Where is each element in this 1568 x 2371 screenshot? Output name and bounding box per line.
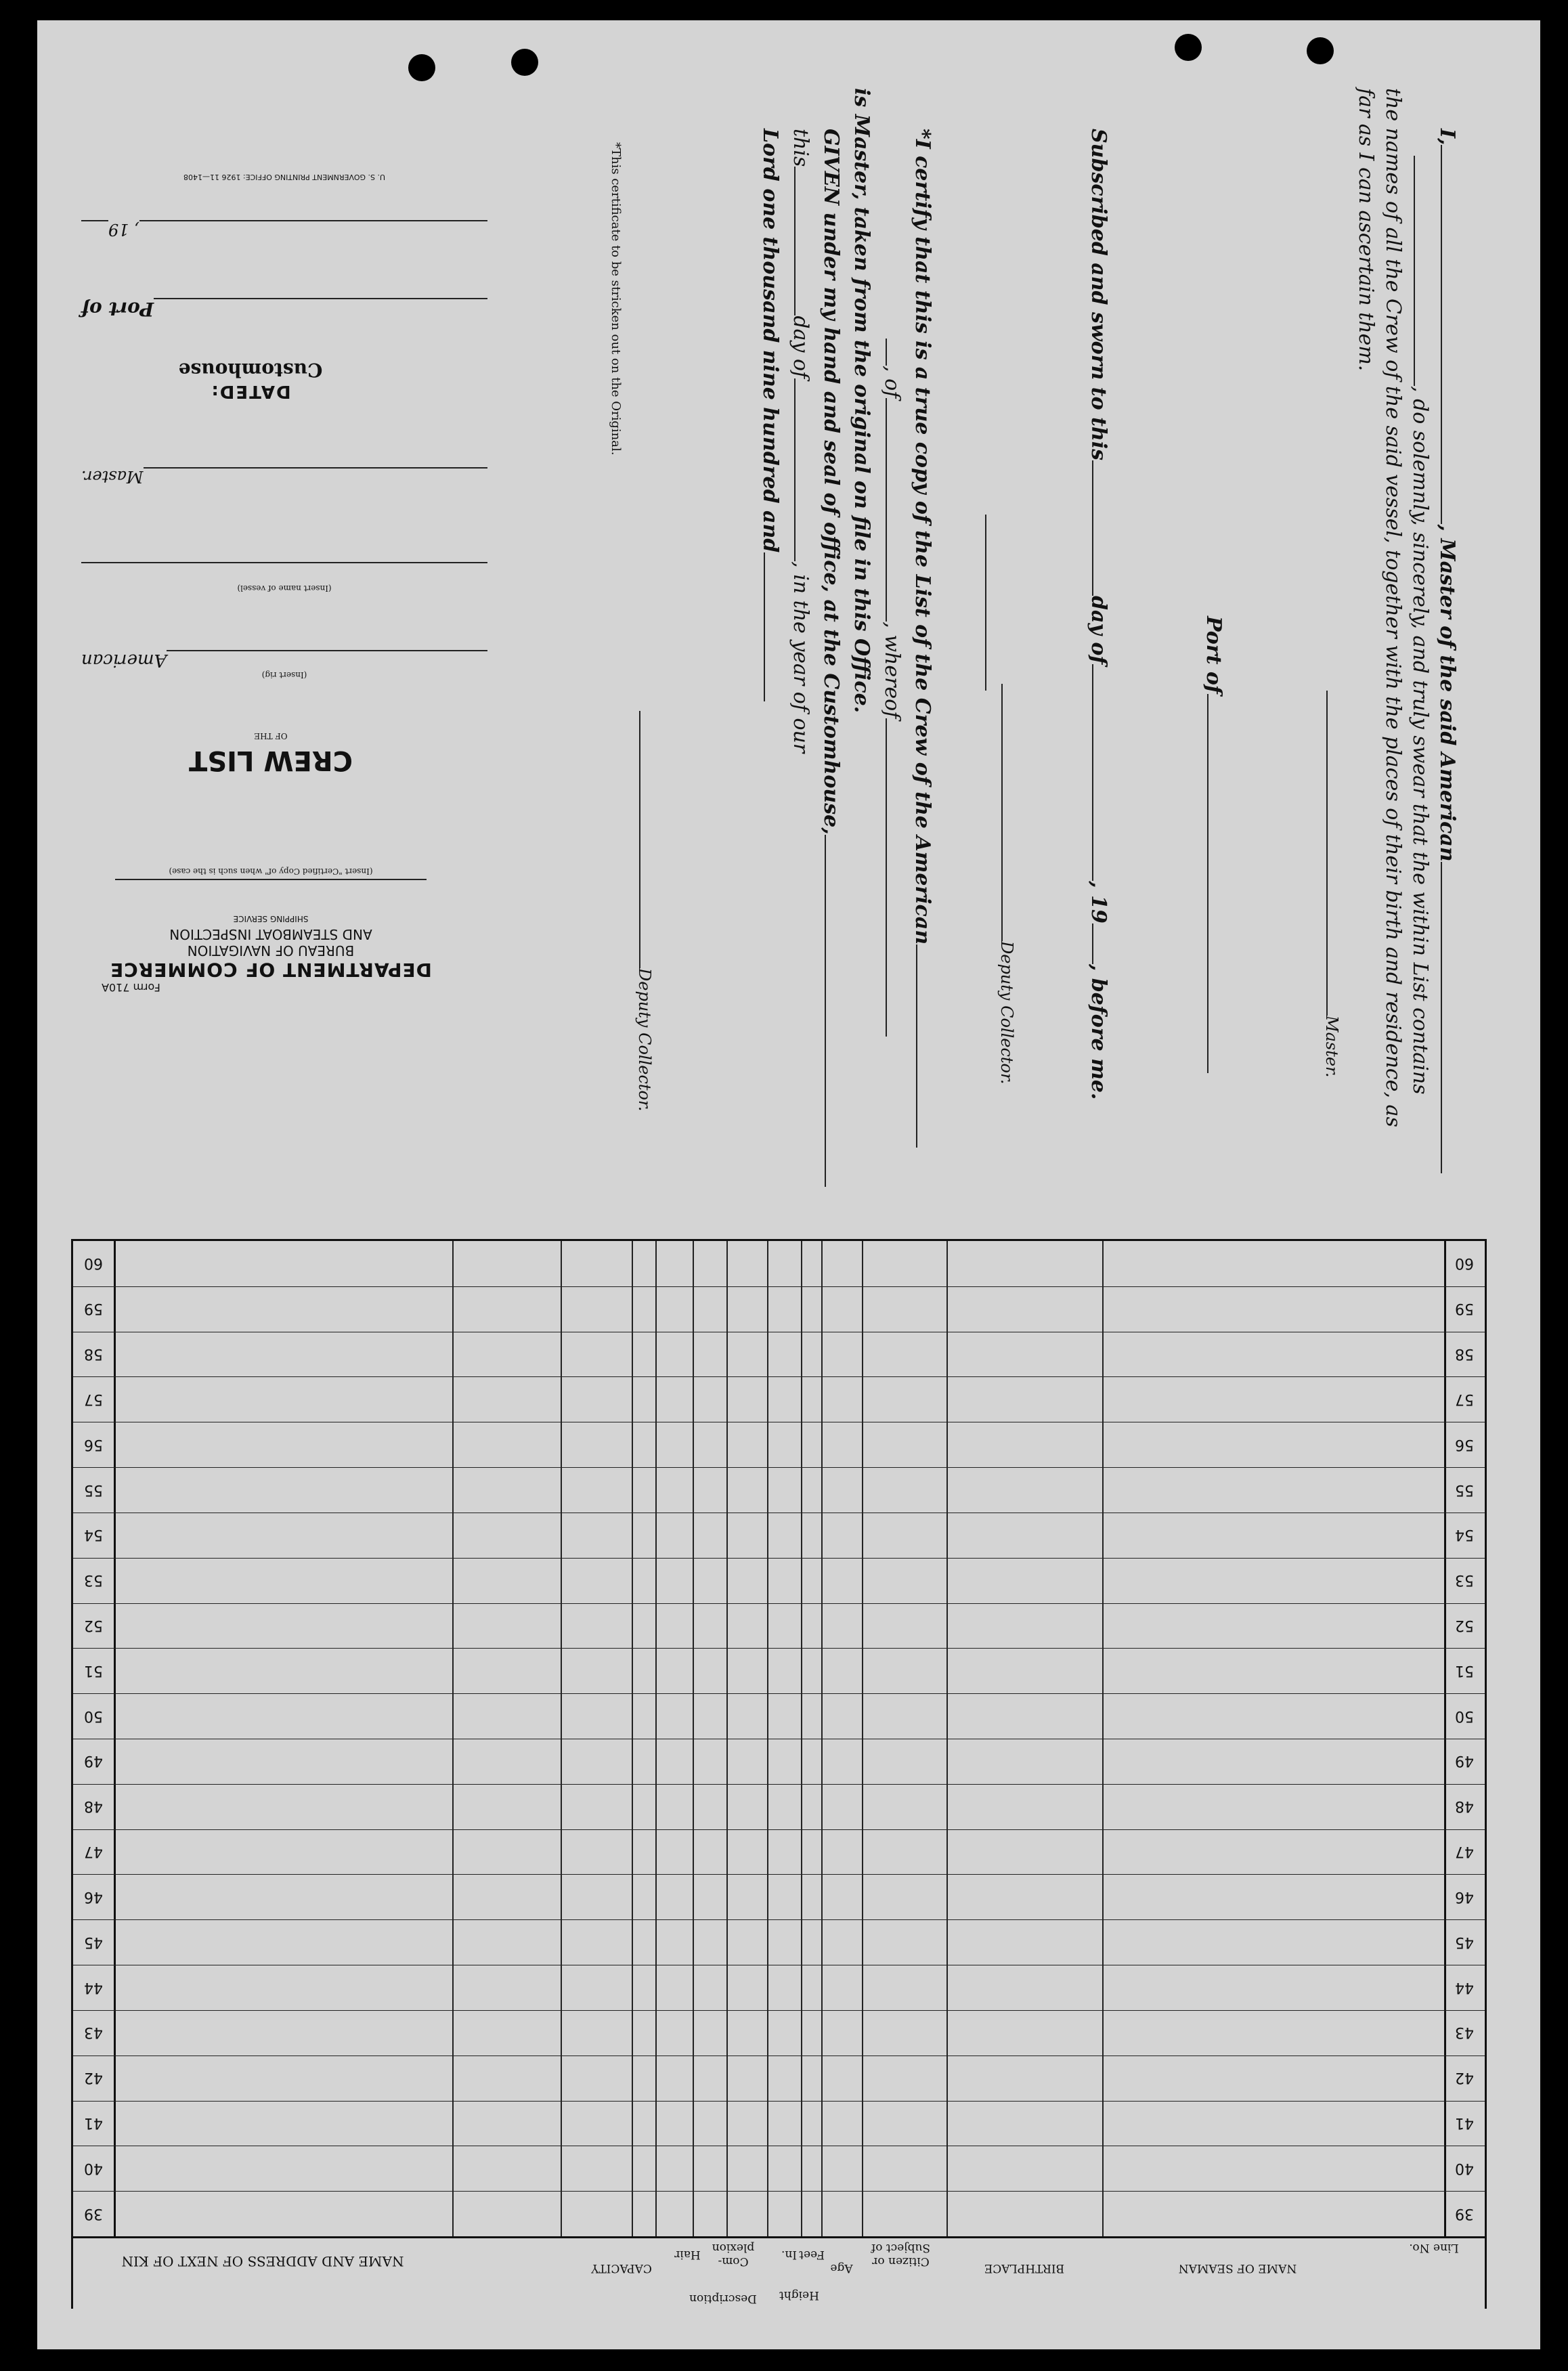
line-number-left: 41 <box>84 2114 103 2131</box>
rig-note: (Insert rig) <box>261 670 307 680</box>
line-number-left: 49 <box>84 1752 103 1770</box>
date-blank <box>139 220 487 238</box>
line-number-right: 39 <box>1455 2204 1474 2222</box>
cert-text: *I certify that this is a true copy of the List of the Crew of the American <box>911 129 934 945</box>
year-of-our-label: , in the year of our <box>789 561 812 754</box>
line-number-right: 60 <box>1455 1255 1474 1272</box>
crew-table-headers <box>71 2234 1487 2309</box>
deputy-label: Deputy Collector. <box>635 968 654 1112</box>
this-label: this <box>789 129 812 167</box>
customhouse-blank <box>825 835 842 1187</box>
oath-blank <box>1414 156 1431 386</box>
oath-deputy <box>997 684 1019 1084</box>
oath-text: the names of all the Crew of the said vessel, together with the places of their birth and residence, as <box>1381 88 1405 1127</box>
line-number-left: 44 <box>84 1978 103 1996</box>
crew-table <box>71 1239 1487 2238</box>
line-number-right: 58 <box>1455 1345 1474 1363</box>
line-number-right: 43 <box>1455 2024 1474 2041</box>
table-row-divider <box>73 1874 1485 1875</box>
printing-office-note: U. S. GOVERNMENT PRINTING OFFICE: 1926 11—1408 <box>183 173 386 181</box>
american-label: American <box>81 650 167 670</box>
customhouse-label: Customhouse <box>178 359 323 381</box>
line-number-left: 60 <box>84 1255 103 1272</box>
master-label: Master. <box>1322 1016 1341 1078</box>
line-number-left: 47 <box>84 1843 103 1861</box>
oath-text: , do solemnly, sincerely, and truly swear that the within List contains <box>1408 386 1432 1095</box>
oath-subscribed <box>1087 129 1110 1100</box>
oath-master-signature <box>1322 691 1344 1078</box>
line-number-left: 42 <box>84 2069 103 2087</box>
line-number-right: 48 <box>1455 1798 1474 1815</box>
table-row-divider <box>73 2101 1485 2102</box>
line-number-left: 55 <box>84 1481 103 1498</box>
table-row-divider <box>73 2010 1485 2011</box>
dated-label: DATED: <box>210 381 291 401</box>
rig-blank <box>167 650 487 668</box>
line-number-left: 54 <box>84 1526 103 1544</box>
table-row-divider <box>73 1376 1485 1377</box>
table-row-divider <box>73 1829 1485 1830</box>
whereof-label: , whereof <box>880 622 904 719</box>
oath-text: far as I can ascertain them. <box>1354 88 1378 372</box>
cert-footnote <box>609 142 623 455</box>
oath-master-of: , Master of the said American <box>1435 524 1459 862</box>
oath-line-1 <box>1435 129 1459 1173</box>
line-number-right: 52 <box>1455 1616 1474 1634</box>
month-blank <box>794 378 812 561</box>
oath-line-2 <box>1408 156 1432 1095</box>
line-number-right: 54 <box>1455 1526 1474 1544</box>
oath-line-3 <box>1381 88 1405 1127</box>
deputy-blank <box>1001 684 1019 941</box>
cert-line-6 <box>758 129 782 701</box>
cert-line-2 <box>880 339 904 1037</box>
cert-line-4 <box>819 129 843 1187</box>
line-number-left: 46 <box>84 1888 103 1905</box>
blank <box>886 398 903 622</box>
header-capacity: CAPACITY <box>591 2261 652 2275</box>
deputy-blank <box>639 711 657 968</box>
signature-rule <box>985 515 986 691</box>
port-of-label: Port of <box>81 298 154 320</box>
oath-i-label: I, <box>1435 129 1459 146</box>
header-complexion: Com-plexion <box>712 2241 755 2268</box>
line-number-left: 40 <box>84 2159 103 2177</box>
before-me-label: , before me. <box>1087 963 1110 1100</box>
cert-deputy <box>635 711 657 1111</box>
line-number-left: 58 <box>84 1345 103 1363</box>
cert-line-5 <box>789 129 812 753</box>
subscribed-text: Subscribed and sworn to this <box>1087 129 1110 461</box>
vessel-rig-field <box>81 650 487 680</box>
month-blank <box>1092 664 1110 881</box>
oath-name-blank <box>1441 145 1458 524</box>
line-number-right: 40 <box>1455 2159 1474 2177</box>
year-blank <box>81 220 108 238</box>
port-blank <box>154 298 487 316</box>
bureau-line-2: AND STEAMBOAT INSPECTION <box>169 926 372 942</box>
header-citizen: Citizen or Subject of <box>871 2241 931 2268</box>
year-blank <box>1092 923 1110 964</box>
line-number-left: 59 <box>84 1300 103 1318</box>
master-label: Master. <box>81 467 144 486</box>
oath-port <box>1202 616 1225 1073</box>
line-number-left: 53 <box>84 1571 103 1589</box>
line-number-right: 45 <box>1455 1933 1474 1951</box>
line-number-right: 51 <box>1455 1661 1474 1679</box>
table-row-divider <box>73 2055 1485 2056</box>
of-the-label: OF THE <box>254 731 288 741</box>
header-age: Age <box>830 2261 853 2275</box>
footnote-text: *This certificate to be stricken out on the Original. <box>609 142 623 456</box>
line-number-right: 50 <box>1455 1707 1474 1724</box>
table-row-divider <box>73 1558 1485 1559</box>
header-next-of-kin: NAME AND ADDRESS OF NEXT OF KIN <box>121 2253 404 2269</box>
line-number-left: 51 <box>84 1661 103 1679</box>
table-row-divider <box>73 1286 1485 1287</box>
line-number-right: 41 <box>1455 2114 1474 2131</box>
port-of-label: Port of <box>1202 616 1225 694</box>
year-label: , 19 <box>1087 881 1110 923</box>
cert-text: is Master, taken from the original on file in this Office. <box>850 88 873 714</box>
dated-block <box>149 359 352 401</box>
line-number-right: 47 <box>1455 1843 1474 1861</box>
line-number-right: 42 <box>1455 2069 1474 2087</box>
line-number-left: 52 <box>84 1616 103 1634</box>
line-number-left: 50 <box>84 1707 103 1724</box>
table-row-divider <box>73 2191 1485 2192</box>
service-label: SHIPPING SERVICE <box>233 914 309 923</box>
line-number-right: 46 <box>1455 1888 1474 1905</box>
line-number-right: 53 <box>1455 1571 1474 1589</box>
cert-line-3 <box>850 88 873 713</box>
of-label: , of <box>880 366 904 399</box>
bureau-line-1: BUREAU OF NAVIGATION <box>187 942 355 959</box>
vessel-name-field <box>81 562 487 593</box>
line-number-right: 56 <box>1455 1435 1474 1453</box>
cert-line-1 <box>911 129 934 1148</box>
oath-vessel-blank <box>1441 862 1458 1173</box>
punch-hole <box>511 49 538 76</box>
certified-blank <box>115 879 427 894</box>
line-number-left: 56 <box>84 1435 103 1453</box>
line-number-left: 39 <box>84 2204 103 2222</box>
vessel-blank <box>81 562 487 584</box>
table-row-divider <box>73 1467 1485 1468</box>
port-field <box>81 298 487 320</box>
header-birthplace: BIRTHPLACE <box>984 2261 1065 2275</box>
line-number-right: 55 <box>1455 1481 1474 1498</box>
crew-list-title: CREW LIST <box>189 745 353 776</box>
header-hair: Hair <box>674 2248 701 2261</box>
deputy-label: Deputy Collector. <box>997 941 1016 1085</box>
line-number-right: 59 <box>1455 1300 1474 1318</box>
line-number-right: 57 <box>1455 1390 1474 1408</box>
form-number: Form 710A <box>102 981 160 994</box>
day-blank <box>794 167 812 316</box>
line-number-right: 49 <box>1455 1752 1474 1770</box>
signature-blank <box>1326 691 1344 1016</box>
table-row-divider <box>73 1784 1485 1785</box>
year-label: , 19 <box>108 220 139 239</box>
table-row-divider <box>73 1919 1485 1920</box>
header-line-no: Line No. <box>1409 2241 1459 2255</box>
cert-text: Lord one thousand nine hundred and <box>758 129 782 553</box>
header-height: Height <box>779 2288 819 2302</box>
vessel-note: (Insert name of vessel) <box>237 584 332 593</box>
table-row-divider <box>73 1693 1485 1694</box>
header-description: Description <box>689 2292 757 2305</box>
master-blank <box>144 467 487 485</box>
punch-hole <box>1307 37 1334 64</box>
punch-hole <box>1175 34 1202 61</box>
oath-line-4 <box>1354 88 1378 371</box>
blank <box>886 718 903 1037</box>
department-title: DEPARTMENT OF COMMERCE <box>110 959 432 981</box>
day-of-label: day of <box>1087 596 1110 665</box>
table-row-divider <box>73 1648 1485 1649</box>
form-header <box>102 867 440 994</box>
certified-note: (Insert "Certified Copy of" when such is the case) <box>169 867 373 876</box>
header-inches: In. <box>781 2248 798 2261</box>
line-number-left: 48 <box>84 1798 103 1815</box>
line-number-right: 44 <box>1455 1978 1474 1996</box>
line-number-left: 57 <box>84 1390 103 1408</box>
header-name-of-seaman: NAME OF SEAMAN <box>1178 2261 1297 2275</box>
day-of-label: day of <box>789 316 812 379</box>
day-blank <box>1092 460 1110 596</box>
table-row-divider <box>73 1603 1485 1604</box>
line-number-left: 43 <box>84 2024 103 2041</box>
cert-text: GIVEN under my hand and seal of office, at the Customhouse, <box>819 129 843 835</box>
line-number-left: 45 <box>84 1933 103 1951</box>
header-feet: Feet <box>799 2248 825 2261</box>
year-blank <box>764 552 781 701</box>
blank <box>886 339 903 366</box>
punch-hole <box>408 54 435 81</box>
port-blank <box>1207 694 1225 1073</box>
master-field <box>81 467 487 486</box>
date-field <box>81 220 487 239</box>
crew-list-title-block <box>108 731 433 776</box>
vessel-blank <box>916 944 934 1148</box>
